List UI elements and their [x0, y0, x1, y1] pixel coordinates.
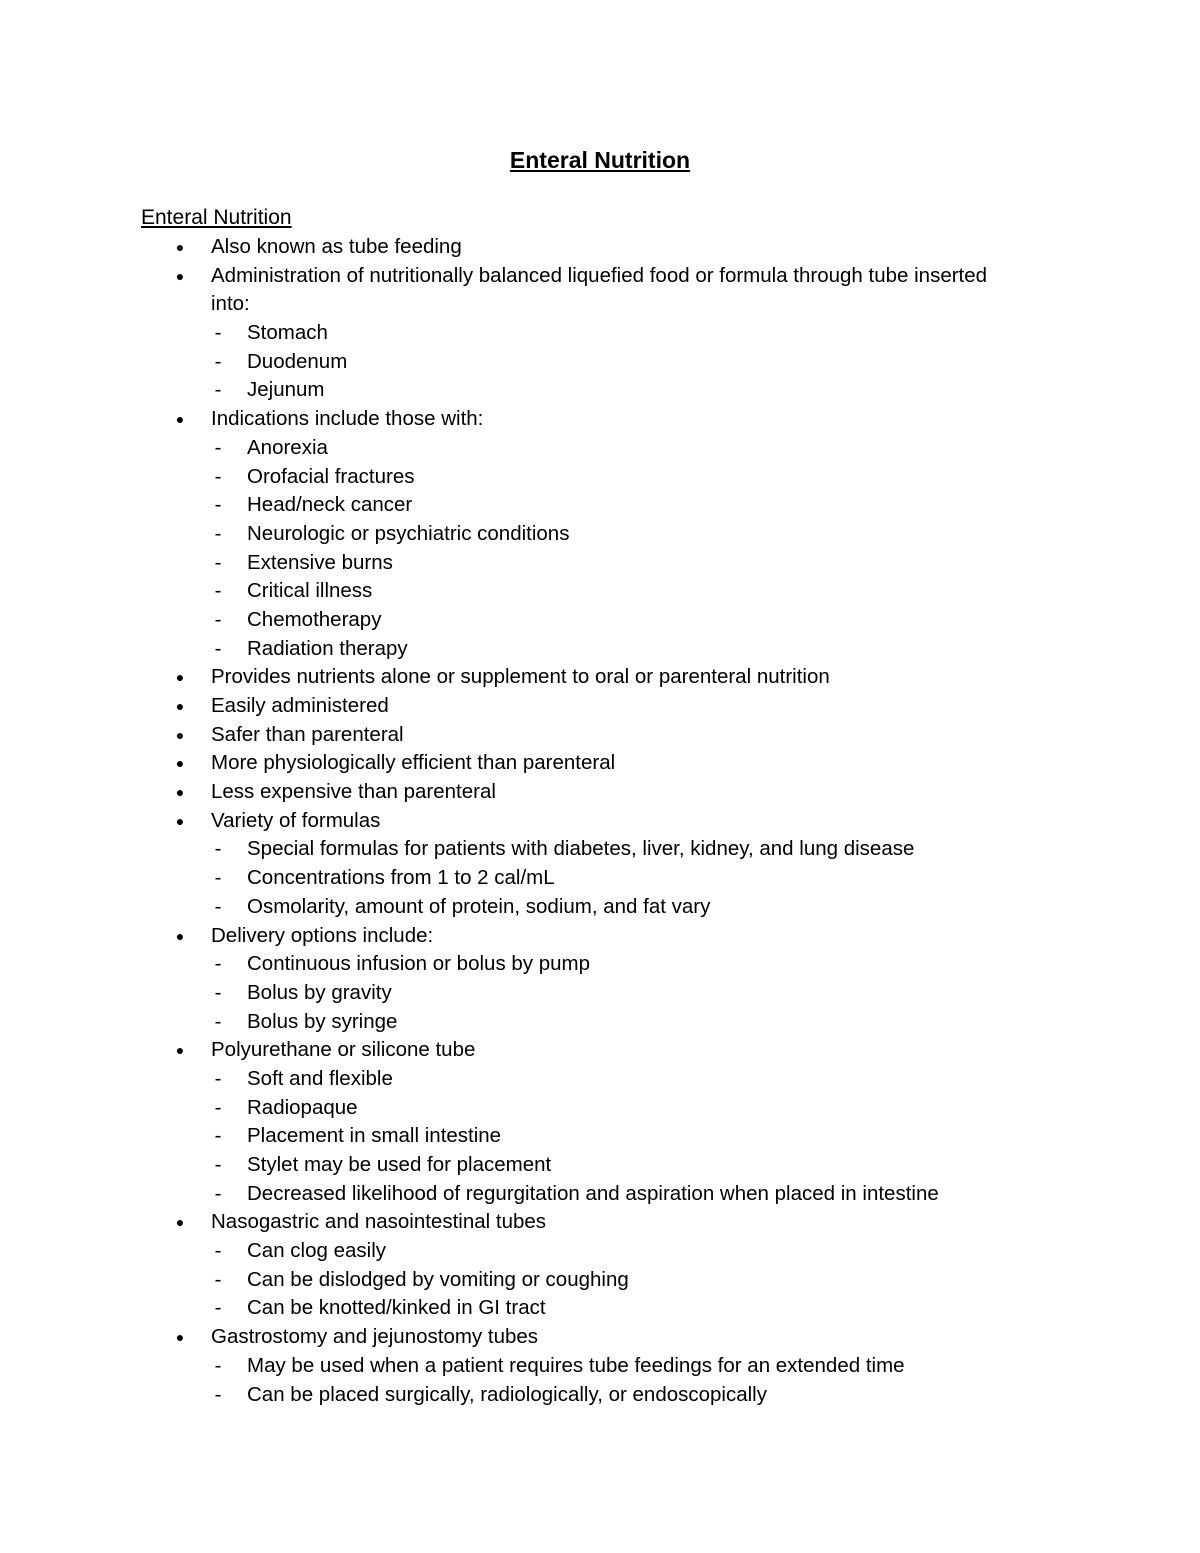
- bullet-icon: ●: [175, 267, 185, 284]
- dash-icon: -: [214, 464, 222, 488]
- sub-item: [0, 950, 1200, 979]
- sub-item-text: Stomach: [247, 321, 328, 345]
- sub-item: [0, 635, 1200, 664]
- sub-item: [0, 1381, 1200, 1410]
- sub-item-text: Anorexia: [247, 435, 328, 459]
- bullet-text: Delivery options include:: [211, 923, 434, 947]
- sub-item-text: Osmolarity, amount of protein, sodium, and fat vary: [247, 894, 711, 918]
- sub-item-text: Can clog easily: [247, 1239, 387, 1263]
- sub-item: [0, 1122, 1200, 1151]
- sub-item: [0, 348, 1200, 377]
- dash-icon: -: [214, 1239, 222, 1263]
- sub-item-text: Bolus by gravity: [247, 980, 392, 1004]
- sub-item: [0, 463, 1200, 492]
- sub-item: [0, 520, 1200, 549]
- sub-item-text: Critical illness: [247, 579, 373, 603]
- bullet-icon: ●: [175, 1042, 185, 1059]
- continuation-text: into:: [211, 292, 250, 316]
- bullet-icon: ●: [175, 411, 185, 428]
- sub-item: [0, 1065, 1200, 1094]
- sub-item: [0, 1008, 1200, 1037]
- bullet-icon: ●: [175, 239, 185, 255]
- dash-icon: -: [214, 1124, 222, 1148]
- bullet-item: [0, 405, 1200, 434]
- bullet-icon: ●: [175, 812, 185, 829]
- bullet-text: Nasogastric and nasointestinal tubes: [211, 1210, 547, 1234]
- dash-icon: -: [214, 1267, 222, 1291]
- sub-item-text: Special formulas for patients with diabetes, liver, kidney, and lung disease: [247, 837, 915, 861]
- bullet-item: [0, 807, 1200, 836]
- dash-icon: -: [214, 521, 222, 545]
- bullet-item: [0, 663, 1200, 692]
- sub-item-text: Can be placed surgically, radiologically, or endoscopically: [247, 1382, 767, 1406]
- sub-item-text: Radiation therapy: [247, 636, 408, 660]
- dash-icon: -: [214, 493, 222, 517]
- sub-item-text: Placement in small intestine: [247, 1124, 502, 1148]
- bullet-item: [0, 1036, 1200, 1065]
- sub-item: [0, 1237, 1200, 1266]
- sub-item-text: Jejunum: [247, 378, 325, 402]
- sub-item: [0, 1352, 1200, 1381]
- sub-item: [0, 835, 1200, 864]
- sub-item: [0, 319, 1200, 348]
- section-heading: Enteral Nutrition: [141, 206, 292, 229]
- bullet-text: Polyurethane or silicone tube: [211, 1038, 476, 1062]
- dash-icon: -: [214, 435, 222, 459]
- bullet-icon: ●: [175, 698, 185, 714]
- bullet-item: [0, 233, 1200, 262]
- sub-item-text: Orofacial fractures: [247, 464, 415, 488]
- bullet-icon: ●: [175, 726, 185, 743]
- sub-item: [0, 1151, 1200, 1180]
- bullet-item: [0, 749, 1200, 778]
- bullet-icon: ●: [175, 1329, 185, 1346]
- sub-item-text: Chemotherapy: [247, 607, 382, 631]
- sub-item-text: Bolus by syringe: [247, 1009, 398, 1033]
- sub-item-text: Soft and flexible: [247, 1066, 393, 1090]
- dash-icon: -: [214, 866, 222, 890]
- bullet-text: Variety of formulas: [211, 808, 381, 832]
- bullet-icon: ●: [175, 784, 185, 801]
- dash-icon: -: [214, 550, 222, 574]
- bullet-icon: ●: [175, 669, 185, 686]
- bullet-item: [0, 1208, 1200, 1237]
- dash-icon: -: [214, 1066, 222, 1090]
- bullet-text: Also known as tube feeding: [211, 235, 462, 258]
- dash-icon: -: [214, 1095, 222, 1119]
- sub-item: [0, 1180, 1200, 1209]
- sub-item: [0, 434, 1200, 463]
- sub-item: [0, 864, 1200, 893]
- bullet-text: Provides nutrients alone or supplement to oral or parenteral nutrition: [211, 665, 830, 689]
- bullet-item: [0, 692, 1200, 721]
- sub-item: [0, 893, 1200, 922]
- sub-item: [0, 549, 1200, 578]
- bullet-text: Less expensive than parenteral: [211, 780, 496, 804]
- sub-item-text: Duodenum: [247, 349, 348, 373]
- bullet-text: Gastrostomy and jejunostomy tubes: [211, 1325, 539, 1349]
- sub-item-text: Extensive burns: [247, 550, 393, 574]
- sub-item: [0, 1266, 1200, 1295]
- dash-icon: -: [214, 1181, 222, 1205]
- dash-icon: -: [214, 1382, 222, 1406]
- dash-icon: -: [214, 321, 222, 345]
- dash-icon: -: [214, 349, 222, 373]
- sub-item: [0, 606, 1200, 635]
- bullet-text: Administration of nutritionally balanced liquefied food or formula through tube inserted: [211, 263, 988, 287]
- bullet-item: [0, 778, 1200, 807]
- sub-item-text: Continuous infusion or bolus by pump: [247, 952, 591, 976]
- bullet-item: [0, 922, 1200, 951]
- bullet-text: More physiologically efficient than parenteral: [211, 751, 616, 775]
- dash-icon: -: [214, 579, 222, 603]
- sub-item-text: Decreased likelihood of regurgitation and aspiration when placed in intestine: [247, 1181, 939, 1205]
- dash-icon: -: [214, 1296, 222, 1320]
- sub-item-text: Can be knotted/kinked in GI tract: [247, 1296, 546, 1320]
- bullet-icon: ●: [175, 755, 185, 772]
- document-body: [0, 233, 1200, 1409]
- bullet-icon: ●: [175, 1214, 185, 1231]
- sub-item-text: Neurologic or psychiatric conditions: [247, 521, 570, 545]
- sub-item-text: Radiopaque: [247, 1095, 358, 1119]
- bullet-item: [0, 1323, 1200, 1352]
- dash-icon: -: [214, 894, 222, 918]
- sub-item-text: May be used when a patient requires tube feedings for an extended time: [247, 1353, 905, 1377]
- dash-icon: -: [214, 1153, 222, 1176]
- document-title: Enteral Nutrition: [509, 147, 691, 173]
- dash-icon: -: [214, 378, 222, 402]
- bullet-text: Safer than parenteral: [211, 722, 404, 746]
- sub-item-text: Head/neck cancer: [247, 493, 413, 517]
- dash-icon: -: [214, 980, 222, 1004]
- sub-item-text: Can be dislodged by vomiting or coughing: [247, 1267, 629, 1291]
- sub-item: [0, 1094, 1200, 1123]
- sub-item: [0, 376, 1200, 405]
- bullet-text: Indications include those with:: [211, 407, 484, 431]
- sub-item: [0, 577, 1200, 606]
- bullet-text: Easily administered: [211, 694, 389, 717]
- sub-item: [0, 491, 1200, 520]
- dash-icon: -: [214, 1009, 222, 1033]
- bullet-item: [0, 721, 1200, 750]
- dash-icon: -: [214, 837, 222, 861]
- sub-item: [0, 979, 1200, 1008]
- bullet-continuation: [0, 290, 1200, 319]
- dash-icon: -: [214, 607, 222, 631]
- bullet-icon: ●: [175, 927, 185, 944]
- bullet-item: [0, 262, 1200, 291]
- dash-icon: -: [214, 952, 222, 976]
- dash-icon: -: [214, 1353, 222, 1377]
- dash-icon: -: [214, 636, 222, 660]
- sub-item-text: Stylet may be used for placement: [247, 1153, 552, 1176]
- sub-item-text: Concentrations from 1 to 2 cal/mL: [247, 866, 555, 890]
- sub-item: [0, 1294, 1200, 1323]
